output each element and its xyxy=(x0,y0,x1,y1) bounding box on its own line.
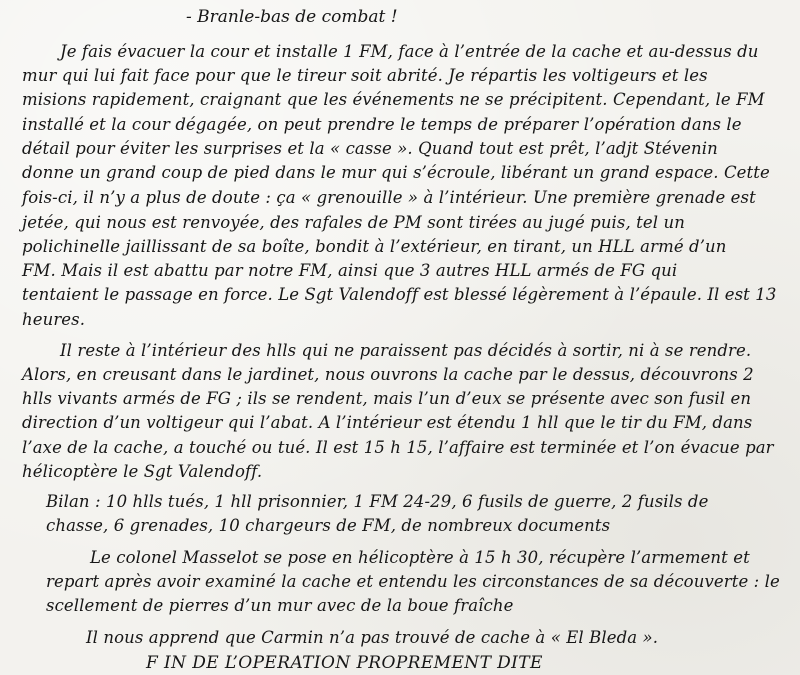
text-line: chasse, 6 grenades, 10 chargeurs de FM, de nombreux documents xyxy=(46,516,611,535)
text-line: FM. Mais il est abattu par notre FM, ainsi que 3 autres HLL armés de FG qui xyxy=(22,261,678,280)
section-heading: - Branle-bas de combat ! xyxy=(186,7,398,27)
text-line: Il reste à l’intérieur des hlls qui ne paraissent pas décidés à sortir, ni à se rendre. xyxy=(60,341,752,360)
text-line: Alors, en creusant dans le jardinet, nous ouvrons la cache par le dessus, découvrons 2 xyxy=(22,365,754,384)
text-line: Je fais évacuer la cour et installe 1 FM, face à l’entrée de la cache et au-dessus du xyxy=(60,42,759,61)
text-line: heures. xyxy=(22,310,86,329)
text-line: Le colonel Masselot se pose en hélicoptère à 15 h 30, récupère l’armement et xyxy=(90,548,750,567)
text-line: direction d’un voltigeur qui l’abat. A l’intérieur est étendu 1 hll que le tir du FM, dans xyxy=(22,413,753,432)
text-line: mur qui lui fait face pour que le tireur soit abrité. Je répartis les voltigeurs et les xyxy=(22,66,708,85)
text-line: donne un grand coup de pied dans le mur qui s’écroule, libérant un grand espace. Cette xyxy=(22,163,770,182)
text-line: polichinelle jaillissant de sa boîte, bondit à l’extérieur, en tirant, un HLL armé d’un xyxy=(22,237,727,256)
text-line: fois-ci, il n’y a plus de doute : ça « grenouille » à l’intérieur. Une première grenade est xyxy=(22,188,756,207)
text-line: misions rapidement, craignant que les événements ne se précipitent. Cependant, le FM xyxy=(22,90,765,109)
text-line: Bilan : 10 hlls tués, 1 hll prisonnier, 1 FM 24-29, 6 fusils de guerre, 2 fusils de xyxy=(46,492,709,511)
end-of-operation-title: F IN DE L’OPERATION PROPREMENT DITE xyxy=(146,653,543,673)
text-line: hélicoptère le Sgt Valendoff. xyxy=(22,462,263,481)
text-line: Il nous apprend que Carmin n’a pas trouvé de cache à « El Bleda ». xyxy=(86,628,659,647)
text-line: jetée, qui nous est renvoyée, des rafales de PM sont tirées au jugé puis, tel un xyxy=(22,213,685,232)
text-line: détail pour éviter les surprises et la « casse ». Quand tout est prêt, l’adjt Stévenin xyxy=(22,139,718,158)
text-line: l’axe de la cache, a touché ou tué. Il est 15 h 15, l’affaire est terminée et l’on évacue par xyxy=(22,438,774,457)
text-line: tentaient le passage en force. Le Sgt Valendoff est blessé légèrement à l’épaule. Il est 13 xyxy=(22,285,777,304)
text-line: hlls vivants armés de FG ; ils se rendent, mais l’un d’eux se présente avec son fusil en xyxy=(22,389,752,408)
text-line: repart après avoir examiné la cache et entendu les circonstances de sa découverte : le xyxy=(46,572,780,591)
text-line: installé et la cour dégagée, on peut prendre le temps de préparer l’opération dans le xyxy=(22,115,742,134)
text-line: scellement de pierres d’un mur avec de la boue fraîche xyxy=(46,596,514,615)
